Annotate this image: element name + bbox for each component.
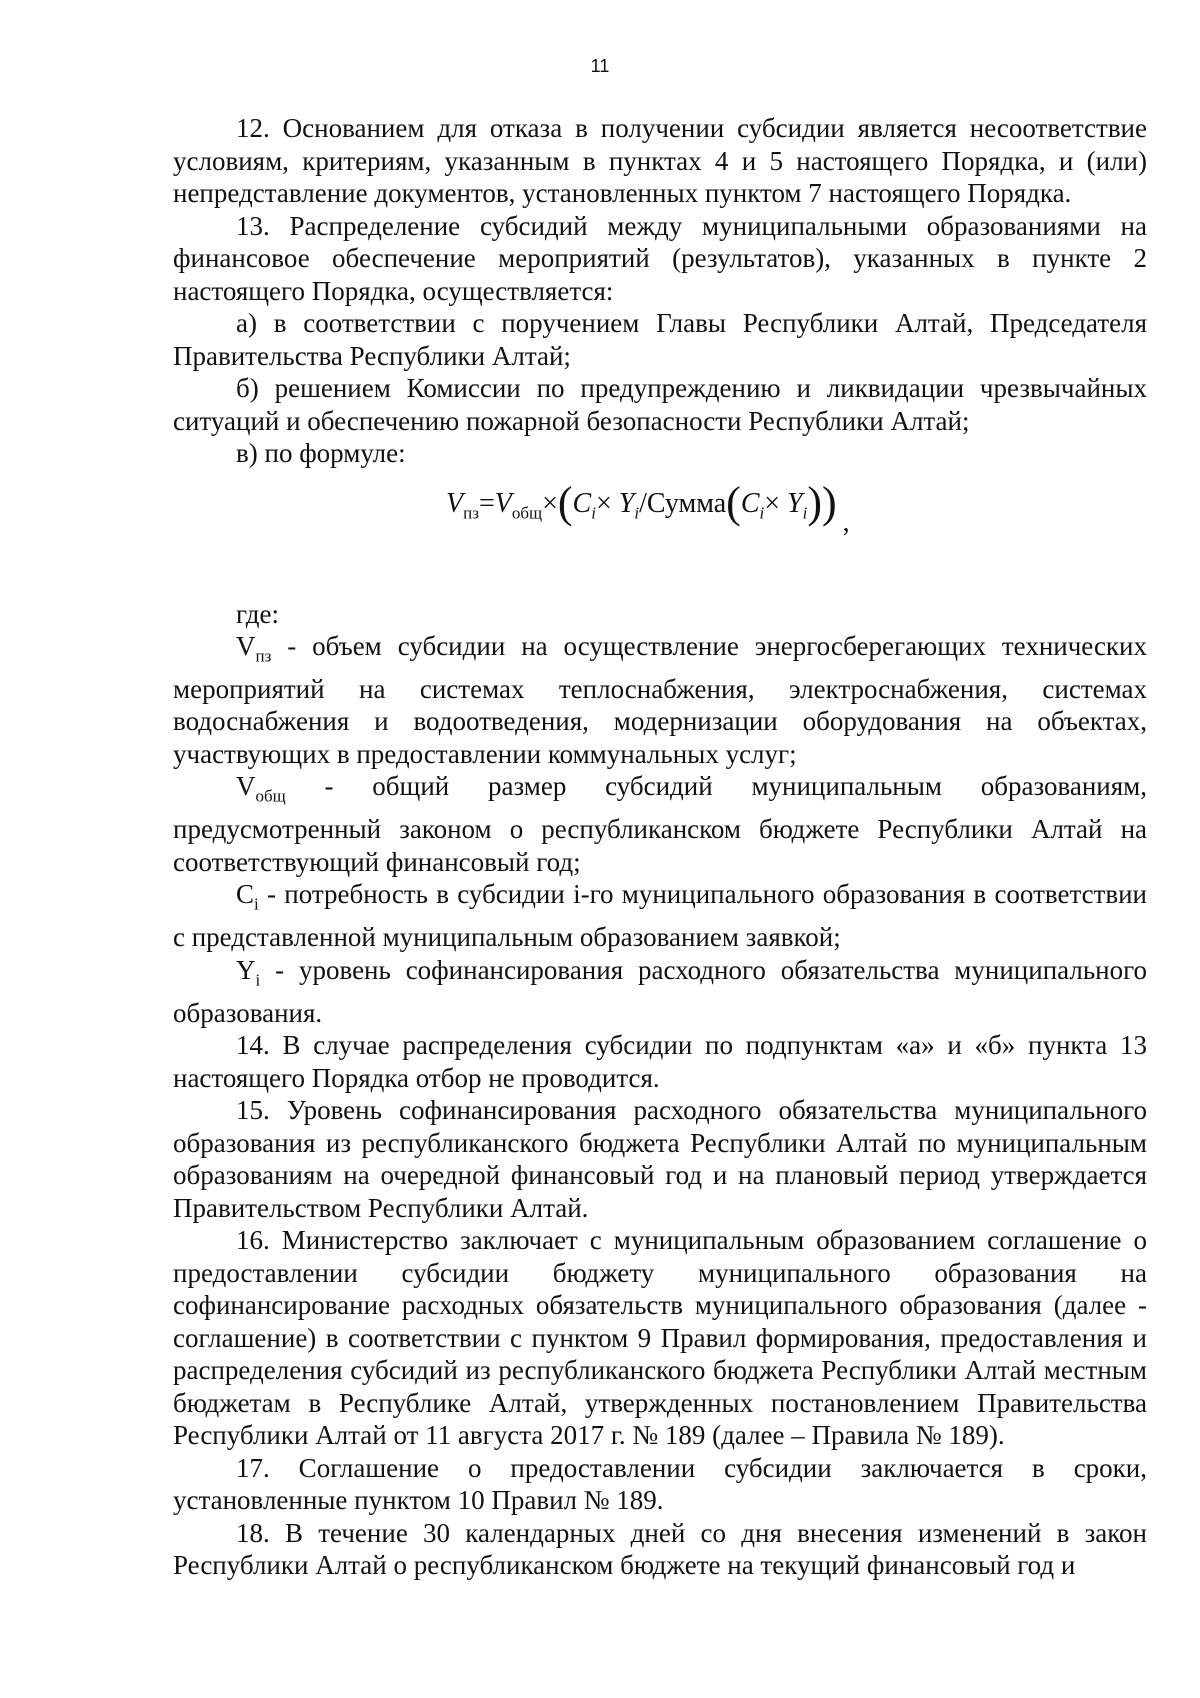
paragraph-15: 15. Уровень софинансирования расходного обязательства муниципального образования из республиканского бюджета Республики Алтай по муниципальным образованиям на очередной финансовый год и на плановый период утверждается Правительством Республики Алтай. [173, 1095, 1147, 1223]
where-label: где: [236, 598, 279, 629]
paragraph-13a: а) в соответствии с поручением Главы Республики Алтай, Председателя Правительства Республики Алтай; [173, 308, 1147, 371]
paragraph-17: 17. Соглашение о предоставлении субсидии заключается в сроки, установленные пунктом 10 Правил № 189. [173, 1452, 1147, 1516]
distribution-formula: $V_{пз}=V_{общ}\times(C_i\times$ $Y_i/Сумма(C_i\times Y_i)$) , [446, 477, 850, 538]
paragraph-16: 16. Министерство заключает с муниципальным образованием соглашение о предоставлении субсидии бюджету муниципального образования на софинансирование расходных обязательств муниципального образования (далее - соглашение) в соответствии с пунктом 9 Правил формирования, предоставления и распределения субсидий из республиканского бюджета Республики Алтай местным бюджетам в Республике Алтай, утвержденных постановлением Правительства Республики Алтай от 11 августа 2017 г. № 189 (далее – Правила № 189). [173, 1225, 1147, 1451]
definition-y-i: $Y_i$ - уровень софинансирования расходного обязательства муниципального образования. [173, 954, 1147, 1028]
paragraph-12: 12. Основанием для отказа в получении субсидии является несоответствие условиям, критериям, указанным в пунктах 4 и 5 настоящего Порядка, и (или) непредставление документов, установленных пунктом 7 настоящего Порядка. [173, 113, 1147, 208]
definition-c-i: $C_i$ - потребность в субсидии i-го муниципального образования в соответствии с представленной муниципальным образованием заявкой; [173, 879, 1147, 953]
formula-block [173, 470, 1147, 598]
page-number: 11 [590, 56, 610, 76]
paragraph-13v: в) по формуле: [236, 438, 406, 468]
document-body [173, 112, 1147, 1582]
definition-v-obsh: $V_{общ}$ - общий размер субсидий муниципальным образованиям, предусмотренный законом о республиканском бюджете Республики Алтай на соответствующий финансовый год; [173, 771, 1147, 877]
paragraph-13: 13. Распределение субсидий между муниципальными образованиями на финансовое обеспечение мероприятий (результатов), указанных в пункте 2 настоящего Порядка, осуществляется: [173, 210, 1147, 306]
paragraph-18: 18. В течение 30 календарных дней со дня внесения изменений в закон Республики Алтай о республиканском бюджете на текущий финансовый год и [173, 1517, 1147, 1581]
paragraph-13b: б) решением Комиссии по предупреждению и ликвидации чрезвычайных ситуаций и обеспечению пожарной безопасности Республики Алтай; [173, 373, 1147, 436]
definition-v-pz: $V_{пз}$ - объем субсидии на осуществление энергосберегающих технических мероприятий на системах теплоснабжения, электроснабжения, системах водоснабжения и водоотведения, модернизации оборудования на объектах, участвующих в предоставлении коммунальных услуг; [173, 631, 1147, 769]
paragraph-14: 14. В случае распределения субсидии по подпунктам «а» и «б» пункта 13 настоящего Порядка отбор не проводится. [173, 1030, 1147, 1093]
